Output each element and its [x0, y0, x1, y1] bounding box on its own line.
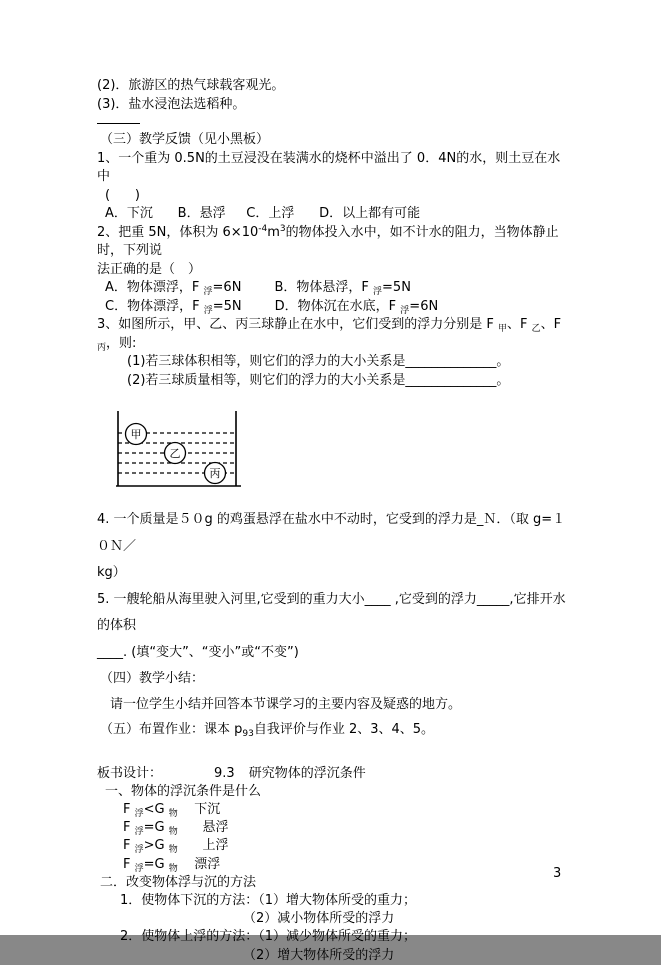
section-feedback-heading: （三）教学反馈（见小黑板） — [100, 132, 270, 147]
ball-jia-label: 甲 — [130, 428, 142, 441]
method-1-main: 1．使物体下沉的方法：（1）增大物体所受的重力； — [120, 892, 417, 908]
ball-bing-label: 丙 — [209, 467, 221, 480]
question-4-line-2: kg） — [97, 565, 126, 580]
method-2-main: 2．使物体上浮的方法：（1）减少物体所受的重力； — [120, 929, 417, 945]
beaker-diagram — [115, 407, 247, 495]
board-part2-heading: 二．改变物体浮与沉的方法 — [100, 874, 257, 890]
intro-line-3: (3)．盐水浸泡法选稻种。 — [97, 96, 246, 112]
board-part1-heading: 一、物体的浮沉条件是什么 — [105, 783, 262, 799]
condition-float: F $_浮$=G $_物$ 漂浮 — [123, 856, 221, 874]
question-2-line-1: 2、把重 5N，体积为 $6\times 10^{-4}m^3$的物体投入水中，如不计水的阻力，当物体静止时，下列说 — [97, 223, 559, 258]
condition-rise: F $_浮$>G $_物$ 上浮 — [123, 838, 229, 856]
lesson-number: 9.3 — [214, 765, 235, 781]
board-design-label: 板书设计： — [97, 765, 163, 781]
section-summary-body: 请一位学生小结并回答本节课学习的主要内容及疑惑的地方。 — [110, 696, 462, 712]
method-2-sub: （2）增大物体所受的浮力 — [243, 947, 395, 963]
condition-suspend: F $_浮$=G $_物$ 悬浮 — [123, 820, 229, 838]
intro-line-2: (2)．旅游区的热气球载客观光。 — [97, 78, 285, 93]
page-number: 3 — [553, 866, 562, 881]
board-design-title-line — [97, 765, 572, 783]
question-5-line-1: 5. 一艘轮船从海里驶入河里,它受到的重力大小____ ,它受到的浮力_____,它排开水的体积 — [97, 591, 566, 633]
section-summary-heading: （四）教学小结： — [100, 671, 205, 686]
ball-yi — [165, 443, 186, 464]
divider-line — [97, 123, 140, 124]
board-design-block — [97, 765, 572, 965]
question-2-options-cd: C．物体漂浮，F $_浮$=5N D．物体沉在水底，F $_浮$=6N — [105, 298, 439, 316]
method-1-sub: （2）减小物体所受的浮力 — [243, 911, 395, 927]
question-3-sub-2: (2)若三球质量相等，则它们的浮力的大小关系是______________。 — [127, 372, 510, 388]
ball-yi-label: 乙 — [169, 447, 181, 460]
condition-sink: F $_浮$<G $_物$ 下沉 — [123, 801, 221, 819]
question-4-line-1: 4. 一个质量是５０g 的鸡蛋悬浮在盐水中不动时，它受到的浮力是_Ｎ．（取 g=１０Ｎ／ — [97, 512, 566, 554]
section-homework-line: （五）布置作业：课本 $p_{93}$自我评价与作业 2、3、4、5。 — [100, 722, 435, 739]
question-3-sub-1: (1)若三球体积相等，则它们的浮力的大小关系是______________。 — [127, 354, 510, 369]
ball-bing — [205, 463, 226, 484]
question-3-line-1: 3、如图所示，甲、乙、丙三球静止在水中，它们受到的浮力分别是 F $_甲$、F $_乙$、F $_丙$，则: — [97, 317, 566, 353]
question-2-options-ab: A．物体漂浮，F $_浮$=6N B．物体悬浮，F $_浮$=5N — [105, 280, 411, 297]
question-5-line-2: ____. (填“变大”、“变小”或“不变”) — [97, 644, 299, 660]
lesson-title: 研究物体的浮沉条件 — [248, 765, 366, 781]
question-2-line-2: 法正确的是（ ） — [97, 261, 202, 277]
question-1-line: 1、一个重为 0.5N的土豆浸没在装满水的烧杯中溢出了 0．4N的水，则土豆在水中 — [97, 150, 561, 184]
questions-4-5-block — [97, 507, 572, 666]
question-1-options: A．下沉 B．悬浮 C．上浮 D．以上都有可能 — [105, 206, 421, 221]
question-1-answer-blank: ( ) — [105, 187, 140, 203]
page-content — [97, 77, 572, 965]
section-summary-block — [97, 666, 572, 743]
ball-jia — [126, 424, 147, 445]
beaker-figure — [115, 407, 572, 495]
